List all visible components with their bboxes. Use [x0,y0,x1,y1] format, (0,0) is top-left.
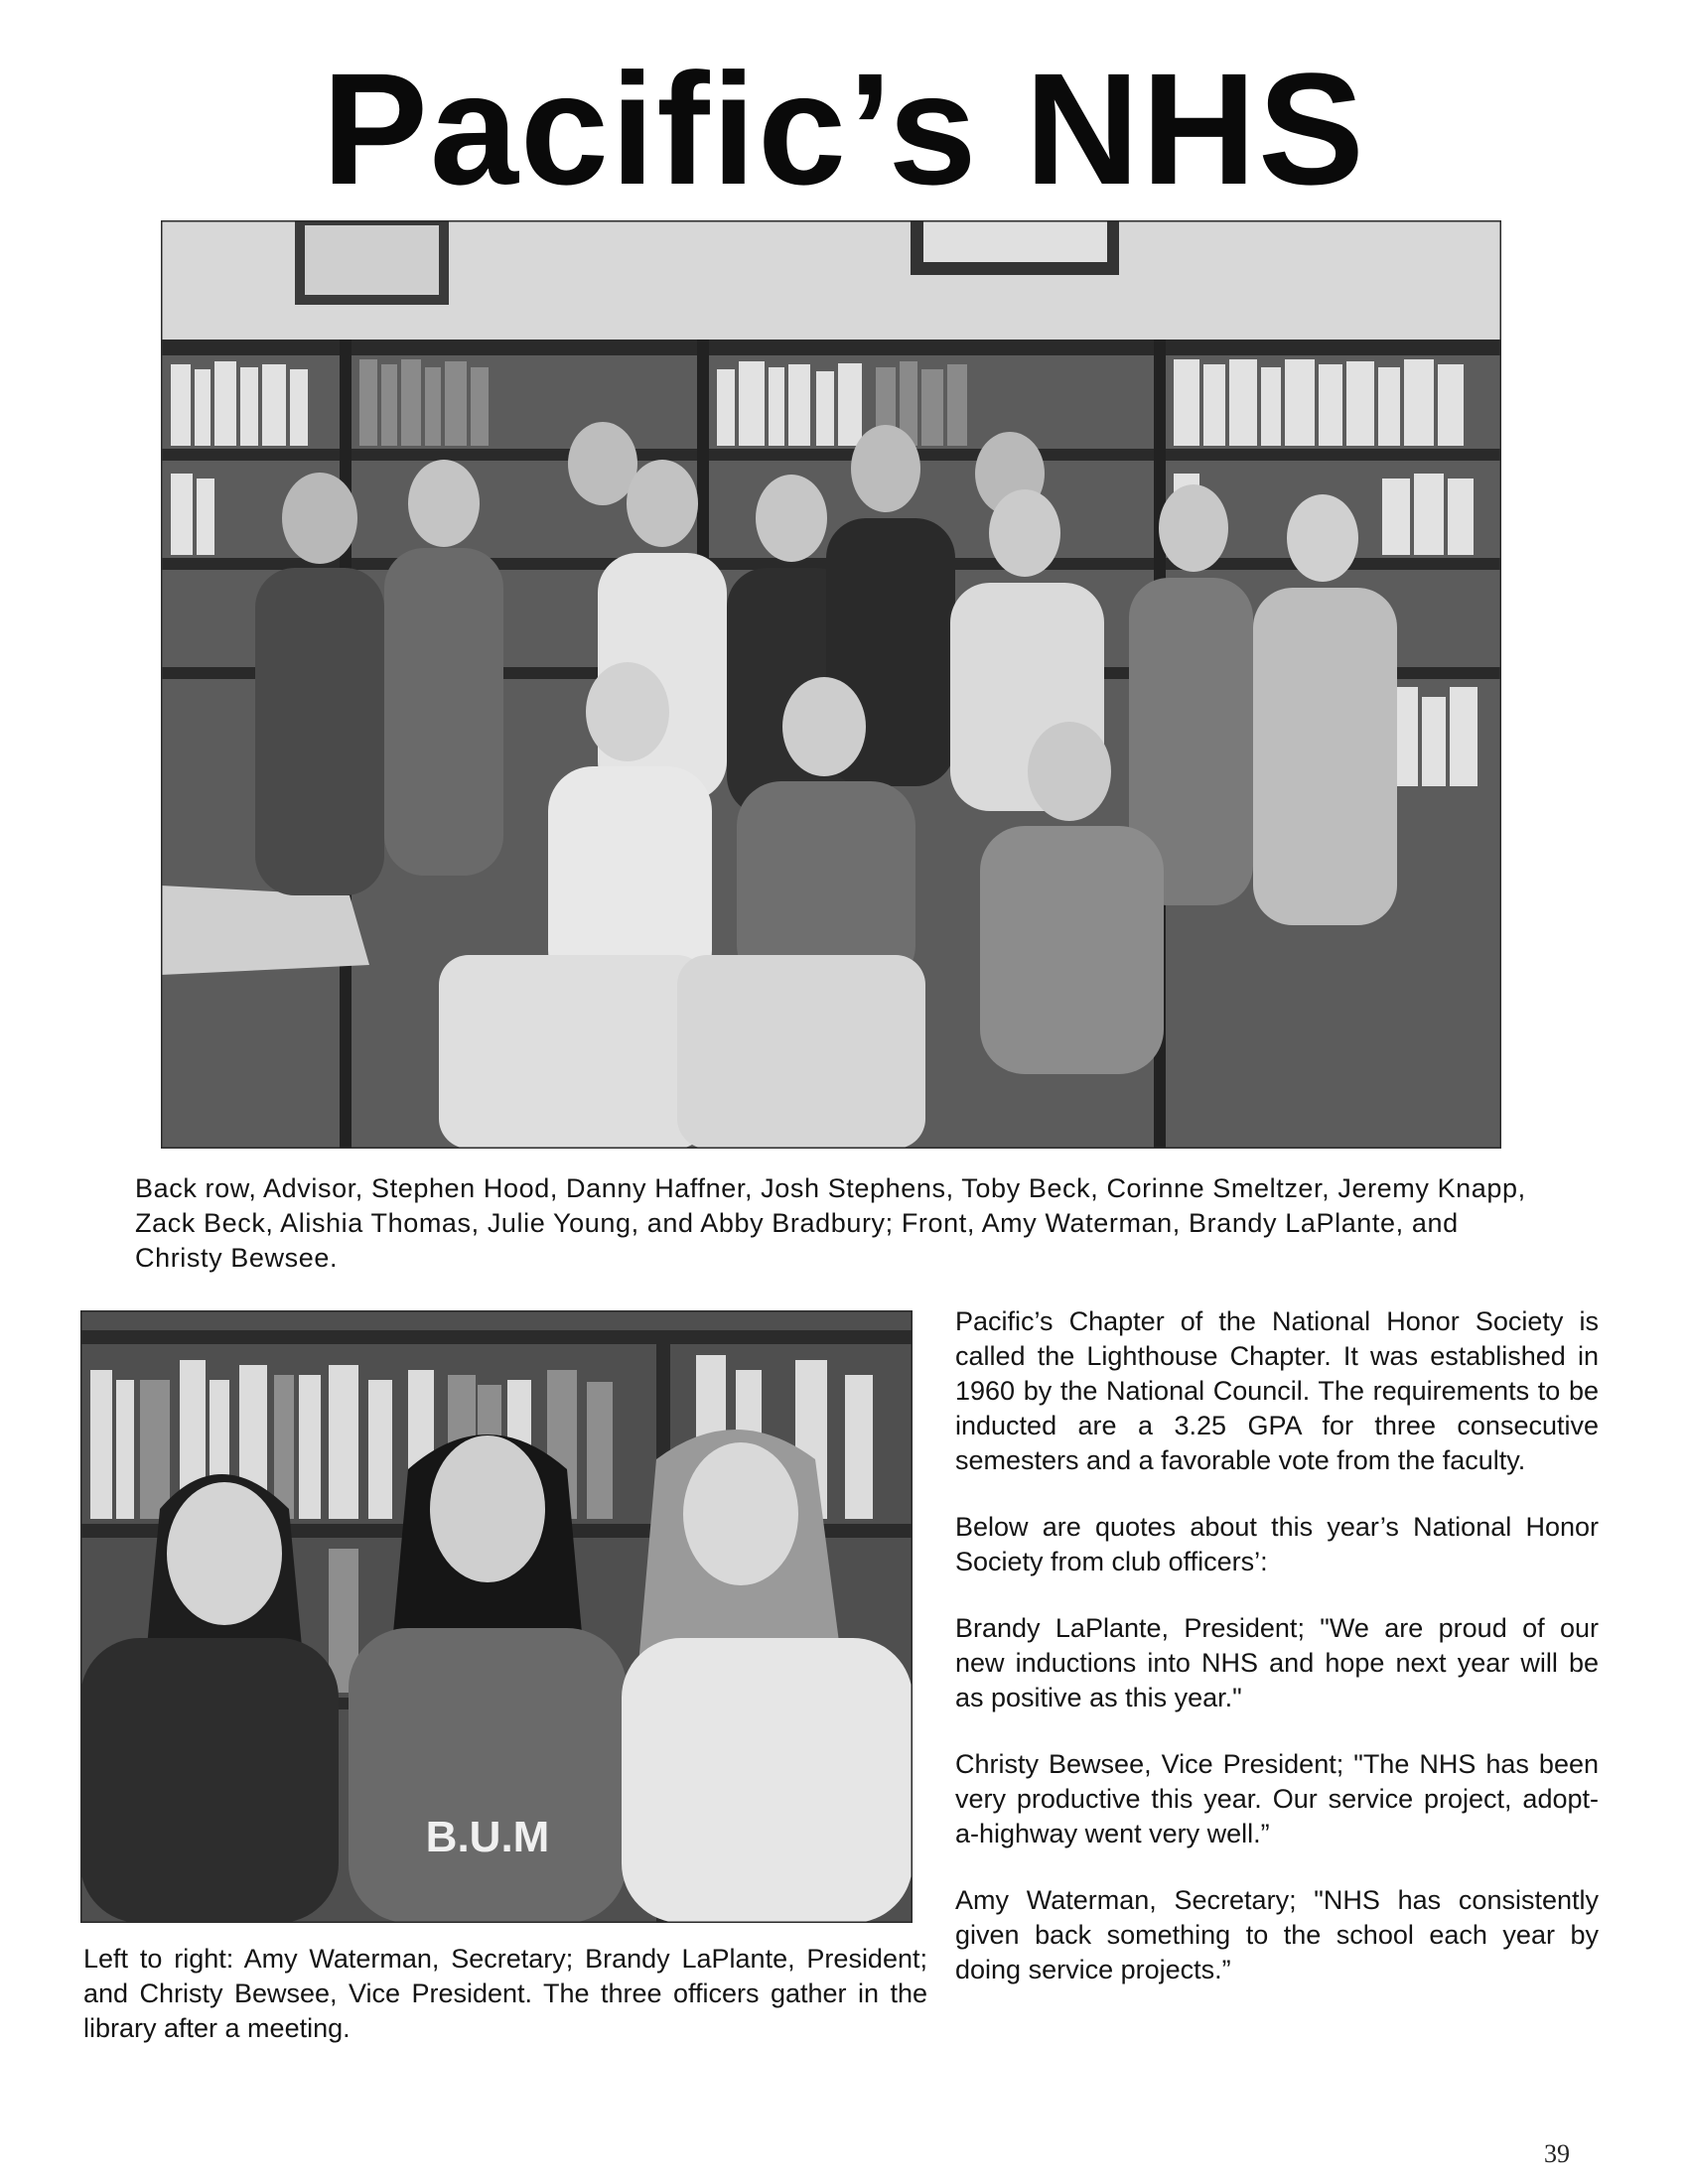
officers-photo [80,1310,913,1923]
president-quote: Brandy LaPlante, President; "We are proud of our new inductions into NHS and hope next year will be as positive as this year." [955,1613,1599,1712]
group-photo-caption: Back row, Advisor, Stephen Hood, Danny Haffner, Josh Stephens, Toby Beck, Corinne Smeltzer, Jeremy Knapp, Zack Beck, Alishia Thomas, Julie Young, and Abby Bradbury; Front, Amy Waterman, Brandy LaPlante, and Christy Bewsee. [135,1173,1526,1273]
page-title: Pacific’s NHS [322,40,1366,217]
sweatshirt-logo-text: B.U.M [425,1813,550,1861]
vice-president-quote: Christy Bewsee, Vice President; "The NHS has been very productive this year. Our service project, adopt-a-highway went very well.” [955,1749,1599,1848]
officers-photo-caption: Left to right: Amy Waterman, Secretary; Brandy LaPlante, President; and Christy Bewsee, Vice President. The three officers gather in the library after a meeting. [83,1944,927,2043]
secretary-quote: Amy Waterman, Secretary; "NHS has consistently given back something to the school each year by doing service projects.” [955,1885,1599,1984]
article-paragraph: Below are quotes about this year’s National Honor Society from club officers’: [955,1512,1599,1576]
group-photo [161,220,1501,1149]
page-number: 39 [1544,2139,1570,2168]
article-body [955,1304,1599,2019]
article-paragraph: Pacific’s Chapter of the National Honor Society is called the Lighthouse Chapter. It was established in 1960 by the National Council. The requirements to be inducted are a 3.25 GPA for three consecutive semesters and a favorable vote from the faculty. [955,1306,1599,1475]
